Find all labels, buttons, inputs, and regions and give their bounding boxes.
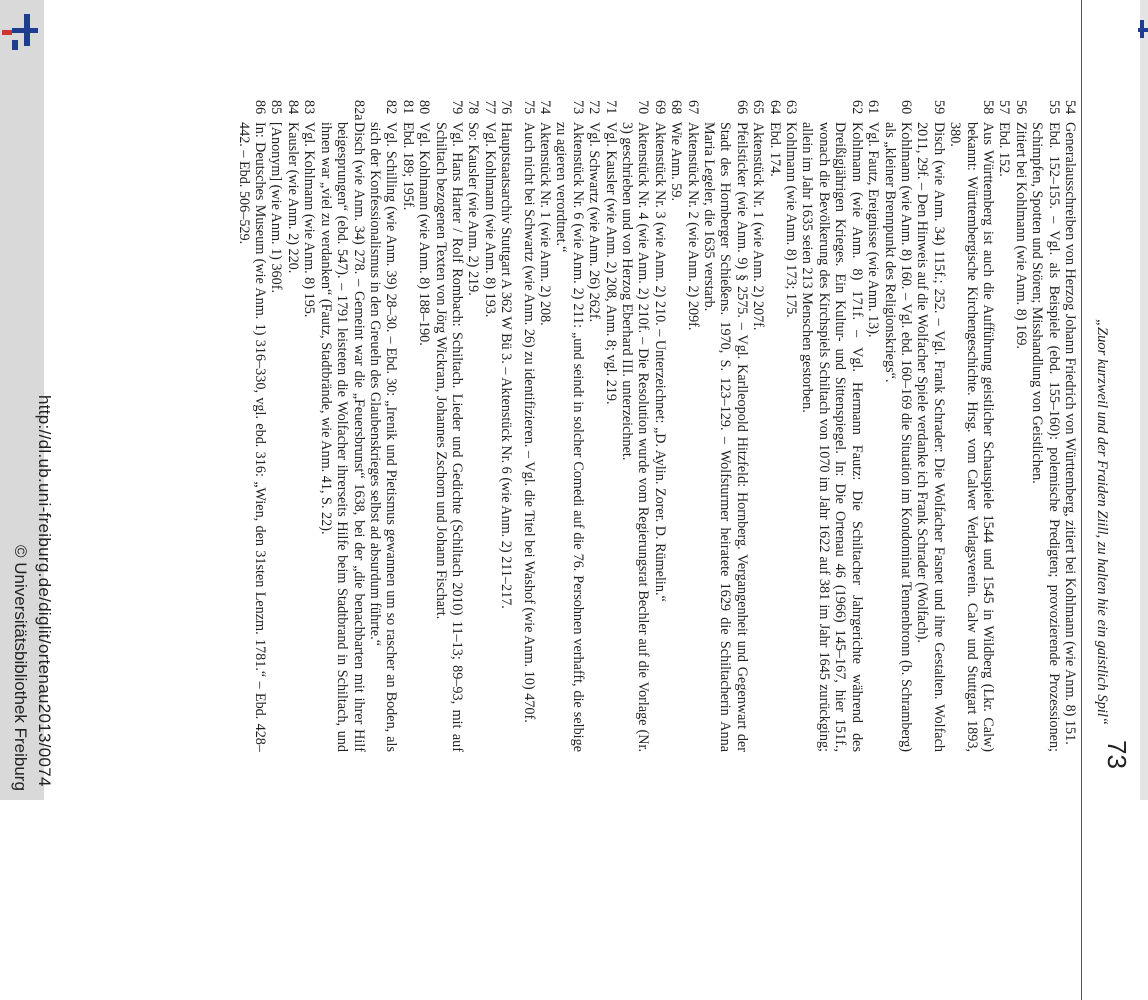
footnote [602, 100, 618, 752]
footnote-number: 78 [465, 100, 482, 115]
footnote-text: Pfeilsticker (wie Anm. 9) § 2575. – Vgl. Karlleopold Hitzfeld: Hornberg. Vergangenheit und Gegenwart der Stadt des Hornberger Schießens. 1970, S. 123–129. – Wolfsturmer heiratete 1629 die Schiltacherin Anna Maria Legeler, die 1635 verstarb. [701, 122, 750, 752]
footnote [317, 100, 366, 752]
footnote [619, 100, 652, 752]
footnote-number: 56 [1012, 100, 1029, 115]
footnote [766, 100, 782, 752]
footnote-number: 59 [930, 100, 947, 115]
footnote-number: 77 [481, 100, 498, 115]
header-rule [1081, 0, 1082, 1000]
footnote-text: Ebd. 152. [996, 122, 1013, 177]
footnote [947, 100, 996, 752]
footnote [498, 100, 514, 752]
footnote-number: 55 [1045, 100, 1062, 115]
footnote-number: 69 [651, 100, 668, 115]
footnote-number: 71 [602, 100, 619, 115]
footnote-number: 66 [733, 100, 750, 115]
footnote [701, 100, 750, 752]
footnote-number: 72 [586, 100, 603, 115]
footnote-text: Ebd. 174. [766, 122, 783, 177]
footnote-number: 84 [284, 100, 301, 115]
footnote-number: 54 [1062, 100, 1078, 115]
footnote-number: 61 [865, 100, 882, 115]
footnote-number: 60 [897, 100, 914, 115]
footnote [301, 100, 317, 752]
footnote-number: 76 [498, 100, 515, 115]
footnote-text: Aktenstück Nr. 3 (wie Anm. 2) 210. – Unterzeichnet: „D. Aylin. Zorer. D. Rümelin.“ [651, 122, 668, 602]
footnote [399, 100, 415, 752]
footnote [996, 100, 1012, 752]
footnote-text: Aktenstück Nr. 1 (wie Anm. 2) 207f. [750, 122, 767, 331]
footnote-number: 80 [416, 100, 433, 115]
footnote-number: 73 [569, 100, 586, 115]
footnote-text: Vgl. Kohlmann (wie Anm. 8) 188–190. [416, 122, 433, 346]
footnote-text: Aktenstück Nr. 6 (wie Anm. 2) 211: „und seindt in solcher Comedi auf die 76. Persohnen verhafft, die selbige zu agieren verordtnet.“ [553, 122, 586, 752]
running-head: „Zuor kurzweil und der Fraiden Ziill, zu halten hie ein gaistlich Spil“ [1094, 318, 1110, 725]
footnote-number: 63 [783, 100, 800, 115]
footnote-number: 75 [520, 100, 537, 115]
footnote-text: Vgl. Kausler (wie Anm. 2) 208, Anm. 8; vgl. 219. [602, 122, 619, 405]
footnote [432, 100, 465, 752]
footnote [1012, 100, 1028, 752]
footnote-number: 70 [635, 100, 652, 115]
footnote-number: 68 [668, 100, 685, 115]
footnote-number: 57 [996, 100, 1013, 115]
footnote-text: In: Deutsches Museum (wie Anm. 1) 316–330, vgl. ebd. 316: „Wien, den 31sten Lenzm. 1781.“ – Ebd. 428–442. – Ebd. 506–529. [235, 122, 269, 752]
footnotes-list [235, 100, 1078, 752]
footnote-text: Vgl. Kohlmann (wie Anm. 8) 195. [301, 122, 318, 318]
footnote-number: 85 [268, 100, 285, 115]
footnote [586, 100, 602, 752]
footnote-number: 58 [979, 100, 996, 115]
footnote-text: Generalausschreiben von Herzog Johann Friedrich von Württemberg, zitiert bei Kohlmann (wie Anm. 8) 151. [1062, 122, 1078, 745]
footnote [865, 100, 881, 752]
footnote-text: Aktenstück Nr. 1 (wie Anm. 2) 208. [537, 122, 553, 326]
footnote-text: Wie Anm. 59. [668, 122, 685, 202]
footnote-text: So: Kausler (wie Anm. 2) 219. [465, 122, 482, 296]
footnote-text: Vgl. Fautz, Ereignisse (wie Anm. 13). [865, 122, 882, 338]
page-number: 73 [1102, 740, 1132, 769]
footnote-text: Kohlmann (wie Anm. 8) 173; 175. [783, 122, 800, 318]
footnote-text: Disch (wie Anm. 34) 278. – Gemeint war die „Feuersbrunst“ 1638, bei der „die benachbarten mit ihrer Hilf beigesprungen“ (ebd. 547). – 1791 leisteten die Wolfacher ihrerseits Hilfe beim Stadtbrand in Schiltach, und ihnen war „viel zu verdanken“ (Fautz, Stadtbrände, wie Anm. 41, S. 22). [317, 122, 367, 752]
footnote [367, 100, 400, 752]
footnote-number: 64 [766, 100, 783, 115]
footnote-number: 79 [448, 100, 465, 115]
footnote-number: 86 [252, 100, 269, 115]
footnote-text: Kohlmann (wie Anm. 8) 171f. – Vgl. Hermann Fautz: Die Schiltacher Jahrgerichte während des Dreißigjährigen Krieges. Ein Kultur- und Sittenspiegel. In: Die Ortenau 46 (1966) 145–167, hier 151f., wonach die Bevölkerung des Kirchspiels Schiltach von 1070 im Jahr 1622 auf 381 im Jahr 1645 zurückging; allein im Jahr 1635 seien 213 Menschen gestorben. [799, 122, 865, 752]
footnote-text: Zitiert bei Kohlmann (wie Anm. 8) 169. [1012, 122, 1029, 349]
footnote [668, 100, 684, 752]
footnote [520, 100, 536, 752]
footnote-number: 67 [684, 100, 701, 115]
footnote-number: 83 [301, 100, 318, 115]
footnote [481, 100, 497, 752]
footnote-number: 74 [537, 100, 553, 115]
footnote [750, 100, 766, 752]
footnote-text: Hauptstaatsarchiv Stuttgart A 362 W Bü 3. – Aktenstück Nr. 6 (wie Anm. 2) 211–217. [498, 122, 515, 609]
footnote-text: Aktenstück Nr. 2 (wie Anm. 2) 209f. [684, 122, 701, 331]
footnote-number: 82a [350, 100, 367, 121]
footnote-number: 82 [383, 100, 400, 115]
footnote [783, 100, 799, 752]
footnote [285, 100, 301, 752]
footnote-text: Vgl. Schilling (wie Anm. 39) 28–30. – Ebd. 30: „Irenik und Pietismus gewannen um so rascher an Boden, als sich der Konfessionalismus in den Greueln des Glaubenskrieges selbst ad absurdum führte.“ [366, 122, 400, 752]
footnote-text: Ebd. 189; 195f. [399, 122, 416, 211]
footnote-text: Aus Württemberg ist auch die Aufführung geistlicher Schauspiele 1544 und 1545 in Wildberg (Lkr. Calw) bekannt: Württembergische Kirchengeschichte. Hrsg. vom Calwer Verlagsverein. Calw und Stuttgart 1893, 380. [947, 122, 996, 752]
footnote-text: Kausler (wie Anm. 2) 220. [284, 122, 301, 274]
footnote [914, 100, 947, 752]
footnote [651, 100, 667, 752]
footnote [416, 100, 432, 752]
footnote-number: 65 [750, 100, 767, 115]
footnote-text: Vgl. Schwartz (wie Anm. 26) 262f. [586, 122, 603, 323]
footnote [553, 100, 586, 752]
footnote-text: Kohlmann (wie Anm. 8) 160. – Vgl. ebd. 160–169 die Situation im Kondominat Tennenbronn (b. Schramberg) als „kleiner Brennpunkt des Religionskriegs“. [881, 122, 914, 752]
footnote [465, 100, 481, 752]
watermark-url[interactable]: http://dl.ub.uni-freiburg.de/diglit/ortenau2013/0074 [35, 395, 54, 787]
footnote [268, 100, 284, 752]
footnote-text: Vgl. Kohlmann (wie Anm. 8) 193. [481, 122, 498, 318]
footnote [881, 100, 914, 752]
footnote [1062, 100, 1078, 752]
footnote-text: [Anonym] (wie Anm. 1) 360f. [268, 122, 285, 294]
footnote-number: 81 [399, 100, 416, 115]
footnote-text: Disch (wie Anm. 34) 115f.; 252. – Vgl. Frank Schrader: Die Wolfacher Fasnet und ihre Gestalten. Wolfach 2011, 29f. – Den Hinweis auf die Wolfacher Spiele verdanke ich Frank Schrader (Wolfach). [914, 122, 947, 752]
footnote-number: 62 [848, 100, 865, 115]
footnote-text: Aktenstück Nr. 4 (wie Anm. 2) 210f. – Die Resolution wurde vom Regierungsrat Bechler auf die Vorlage (Nr. 3) geschrieben und von Herzog Eberhard III. unterzeichnet. [619, 122, 652, 752]
footnote [537, 100, 553, 752]
footnote [235, 100, 268, 752]
footnote [1029, 100, 1062, 752]
footnote-text: Ebd. 152–155. – Vgl. als Beispiele (ebd. 155–160): polemische Predigten; provozierende Prozessionen; Schimpfen, Spotten und Stören; Misshandlung von Geistlichen. [1029, 122, 1062, 752]
footnote-text: Auch nicht bei Schwartz (wie Anm. 26) zu identifizieren. – Vgl. die Titel bei Washof (wie Anm. 10) 470f. [520, 122, 537, 723]
watermark-copyright: © Universitätsbibliothek Freiburg [11, 545, 30, 791]
footnote-text: Vgl. Hans Harter / Rolf Rombach: Schiltach. Lieder und Gedichte (Schiltach 2010) 11–13; 89–93, mit auf Schiltach bezogenen Texten von Jörg Wickram, Johannes Zschorn und Johann Fischart. [432, 122, 465, 752]
footnote [799, 100, 865, 752]
footnote [684, 100, 700, 752]
